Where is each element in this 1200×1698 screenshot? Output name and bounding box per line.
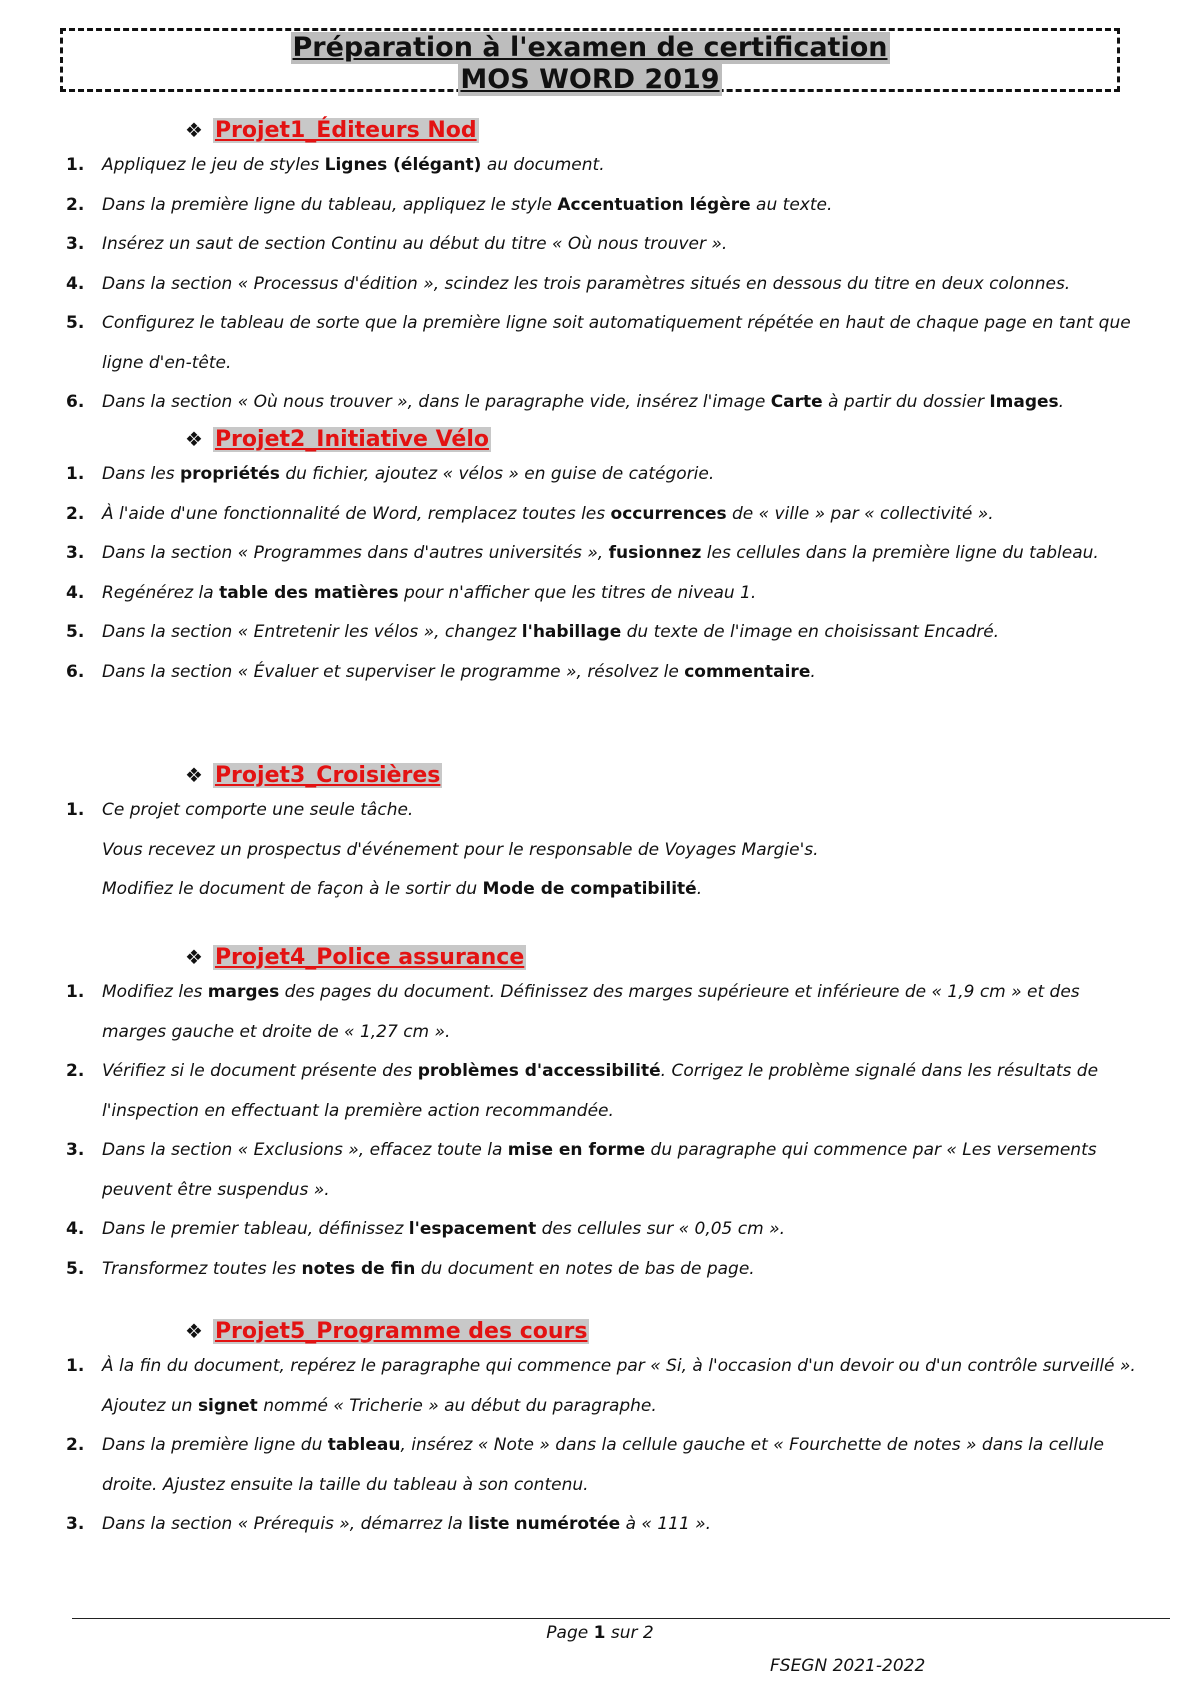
project-section-1 (0, 114, 1200, 423)
instruction-text: Transformez toutes les (102, 1258, 302, 1279)
instruction-text: À l'aide d'une fonctionnalité de Word, remplacez toutes les (102, 503, 611, 524)
project-heading (185, 941, 1200, 973)
task-number: 4. (66, 582, 85, 603)
task-text (102, 1219, 785, 1239)
project-section-2 (0, 423, 1200, 692)
project-heading (185, 759, 1200, 791)
task-text (102, 274, 1070, 294)
instruction-text: Dans la section « Exclusions », effacez toute la (102, 1140, 508, 1160)
task-number: 1. (66, 155, 85, 175)
task-item (0, 1426, 1200, 1505)
task-number: 4. (66, 1219, 85, 1239)
task-text (102, 622, 999, 642)
instruction-text: pour n'afficher que les titres de niveau 1. (398, 582, 757, 603)
instruction-text: Insérez un saut de section Continu au début du titre « Où nous trouver ». (102, 234, 728, 254)
emphasis-text: problèmes d'accessibilité (417, 1061, 661, 1081)
project-section-5 (0, 1315, 1200, 1545)
instruction-text: de « ville » par « collectivité ». (726, 503, 994, 524)
document-title-box (60, 28, 1120, 95)
project-title: Projet5_Programme des cours (214, 1319, 588, 1344)
task-number: 2. (66, 503, 85, 524)
task-number: 3. (66, 543, 85, 563)
emphasis-text: tableau (327, 1435, 401, 1455)
task-number: 2. (66, 1435, 85, 1455)
task-text (102, 155, 605, 175)
instruction-text: Dans la section « Prérequis », démarrez la (102, 1514, 469, 1534)
task-text (102, 1514, 711, 1534)
project-title: Projet4_Police assurance (214, 945, 525, 970)
instruction-text: Dans la première ligne du (102, 1435, 328, 1455)
project-section-3 (0, 759, 1200, 910)
instruction-text: Regénérez la (102, 582, 220, 603)
instruction-text: . (1058, 392, 1065, 412)
task-text (102, 1061, 1098, 1121)
task-text (102, 234, 727, 254)
task-item (0, 534, 1200, 574)
task-number: 3. (66, 234, 85, 254)
task-number: 1. (66, 800, 85, 820)
task-item (0, 225, 1200, 265)
task-text (102, 791, 1140, 910)
project-title: Projet3_Croisières (214, 763, 441, 788)
emphasis-text: table des matières (219, 582, 399, 603)
task-number: 6. (66, 392, 85, 412)
emphasis-text: occurrences (610, 503, 727, 524)
instruction-text: . (810, 661, 816, 682)
page-number: Page 1 sur 2 (546, 1623, 654, 1643)
instruction-text: Dans le premier tableau, définissez (102, 1219, 409, 1239)
task-text (102, 583, 756, 603)
emphasis-text: signet (197, 1395, 258, 1416)
instruction-text: . (696, 879, 703, 899)
instruction-text: du document en notes de bas de page. (415, 1258, 755, 1279)
task-text (102, 1356, 1136, 1416)
task-item (0, 653, 1200, 693)
emphasis-text: Images (989, 392, 1059, 412)
task-text (102, 504, 994, 524)
instruction-text: les cellules dans la première ligne du tableau. (701, 543, 1099, 563)
task-number: 3. (66, 1140, 85, 1160)
task-line (102, 791, 1140, 831)
instruction-text: des cellules sur « 0,05 cm ». (536, 1219, 785, 1239)
emphasis-text: Carte (770, 392, 823, 412)
task-text (102, 543, 1099, 563)
task-number: 5. (66, 313, 85, 333)
task-item (0, 1250, 1200, 1290)
task-line (102, 831, 1140, 871)
instruction-text: au texte. (750, 194, 833, 215)
instruction-text: , insérez « Note » dans la cellule gauche et « Fourchette de notes » dans la cellule droite. Ajustez ensuite la taille du tableau à son contenu. (102, 1435, 1104, 1495)
diamond-bullet-icon: ❖ (185, 945, 203, 969)
emphasis-text: commentaire (684, 661, 811, 682)
instruction-text: du paragraphe qui commence par « Les versements peuvent être suspendus ». (102, 1140, 1097, 1200)
instruction-text: À la fin du document, repérez le paragraphe qui commence par « Si, à l'occasion d'un devoir ou d'un contrôle surveillé ». Ajoutez un (102, 1356, 1136, 1416)
task-item (0, 383, 1200, 423)
task-list (0, 146, 1200, 423)
task-item (0, 455, 1200, 495)
task-number: 1. (66, 1356, 85, 1376)
instruction-text: au document. (481, 155, 605, 175)
instruction-text: Dans la section « Entretenir les vélos », changez (102, 622, 522, 642)
task-list (0, 1347, 1200, 1545)
task-text (102, 464, 714, 484)
instruction-text: Modifiez le document de façon à le sortir du (102, 879, 483, 899)
task-text (102, 1140, 1097, 1200)
task-text (102, 313, 1131, 373)
instruction-text: Dans les (102, 464, 180, 484)
instruction-text: à partir du dossier (822, 392, 990, 412)
emphasis-text: fusionnez (608, 543, 702, 563)
task-item (0, 1210, 1200, 1250)
instruction-text: Appliquez le jeu de styles (102, 155, 325, 175)
instruction-text: du fichier, ajoutez « vélos » en guise de catégorie. (279, 464, 715, 484)
task-number: 2. (66, 194, 85, 215)
diamond-bullet-icon: ❖ (185, 763, 203, 787)
task-item (0, 1131, 1200, 1210)
task-item (0, 973, 1200, 1052)
instruction-text: Dans la première ligne du tableau, appliquez le style (102, 194, 558, 215)
document-subtitle: MOS WORD 2019 (460, 64, 720, 95)
instruction-text: Configurez le tableau de sorte que la première ligne soit automatiquement répétée en haut de chaque page en tant que ligne d'en-tête. (102, 313, 1131, 373)
task-list (0, 973, 1200, 1289)
diamond-bullet-icon: ❖ (185, 118, 203, 142)
task-number: 6. (66, 661, 85, 682)
task-text (102, 392, 1064, 412)
task-item (0, 304, 1200, 383)
task-list (0, 791, 1200, 910)
instruction-text: Dans la section « Programmes dans d'autres universités », (102, 543, 609, 563)
instruction-text: Modifiez les (102, 982, 208, 1002)
instruction-text: à « 111 ». (620, 1514, 712, 1534)
project-heading (185, 114, 1200, 146)
project-heading (185, 423, 1200, 455)
task-number: 3. (66, 1514, 85, 1534)
task-item (0, 265, 1200, 305)
emphasis-text: Lignes (élégant) (324, 155, 482, 175)
task-item (0, 495, 1200, 535)
instruction-text: Dans la section « Où nous trouver », dans le paragraphe vide, insérez l'image (102, 392, 771, 412)
project-heading (185, 1315, 1200, 1347)
emphasis-text: Mode de compatibilité (482, 879, 697, 899)
emphasis-text: mise en forme (507, 1140, 646, 1160)
instruction-text: du texte de l'image en choisissant Encadré. (621, 622, 1000, 642)
instruction-text: Ce projet comporte une seule tâche. (102, 800, 414, 820)
project-title: Projet1_Éditeurs Nod (214, 118, 477, 143)
footer-organization: FSEGN 2021-2022 (770, 1656, 926, 1676)
diamond-bullet-icon: ❖ (185, 1319, 203, 1343)
task-text (102, 1259, 755, 1279)
emphasis-text: l'espacement (408, 1219, 537, 1239)
diamond-bullet-icon: ❖ (185, 427, 203, 451)
emphasis-text: notes de fin (301, 1258, 416, 1279)
instruction-text: nommé « Tricherie » au début du paragraphe. (257, 1395, 657, 1416)
task-number: 5. (66, 1258, 85, 1279)
task-item (0, 791, 1200, 910)
task-item (0, 574, 1200, 614)
task-number: 1. (66, 982, 85, 1002)
task-number: 4. (66, 273, 85, 294)
task-list (0, 455, 1200, 692)
task-number: 2. (66, 1061, 85, 1081)
task-number: 1. (66, 464, 85, 484)
instruction-text: Vérifiez si le document présente des (102, 1061, 418, 1081)
emphasis-text: liste numérotée (468, 1514, 621, 1534)
task-text (102, 195, 832, 215)
task-item (0, 1052, 1200, 1131)
task-item (0, 613, 1200, 653)
instruction-text: Dans la section « Évaluer et superviser le programme », résolvez le (102, 661, 685, 682)
task-text (102, 1435, 1104, 1495)
task-text (102, 982, 1080, 1042)
document-title: Préparation à l'examen de certification (292, 32, 888, 63)
footer-divider (72, 1618, 1170, 1619)
instruction-text: Dans la section « Processus d'édition », scindez les trois paramètres situés en dessous du titre en deux colonnes. (102, 273, 1071, 294)
emphasis-text: l'habillage (521, 622, 622, 642)
project-section-4 (0, 941, 1200, 1289)
instruction-text: des pages du document. Définissez des marges supérieure et inférieure de « 1,9 cm » et des marges gauche et droite de « 1,27 cm ». (102, 982, 1080, 1042)
task-item (0, 1347, 1200, 1426)
emphasis-text: propriétés (180, 464, 280, 484)
emphasis-text: marges (207, 982, 280, 1002)
task-item (0, 146, 1200, 186)
instruction-text: Vous recevez un prospectus d'événement pour le responsable de Voyages Margie's. (102, 839, 819, 860)
task-line (102, 870, 1140, 910)
task-item (0, 1505, 1200, 1545)
emphasis-text: Accentuation légère (557, 194, 751, 215)
task-text (102, 662, 816, 682)
instruction-text: . Corrigez le problème signalé dans les résultats de l'inspection en effectuant la première action recommandée. (102, 1061, 1099, 1121)
task-item (0, 186, 1200, 226)
project-title: Projet2_Initiative Vélo (214, 427, 489, 452)
task-number: 5. (66, 622, 85, 642)
